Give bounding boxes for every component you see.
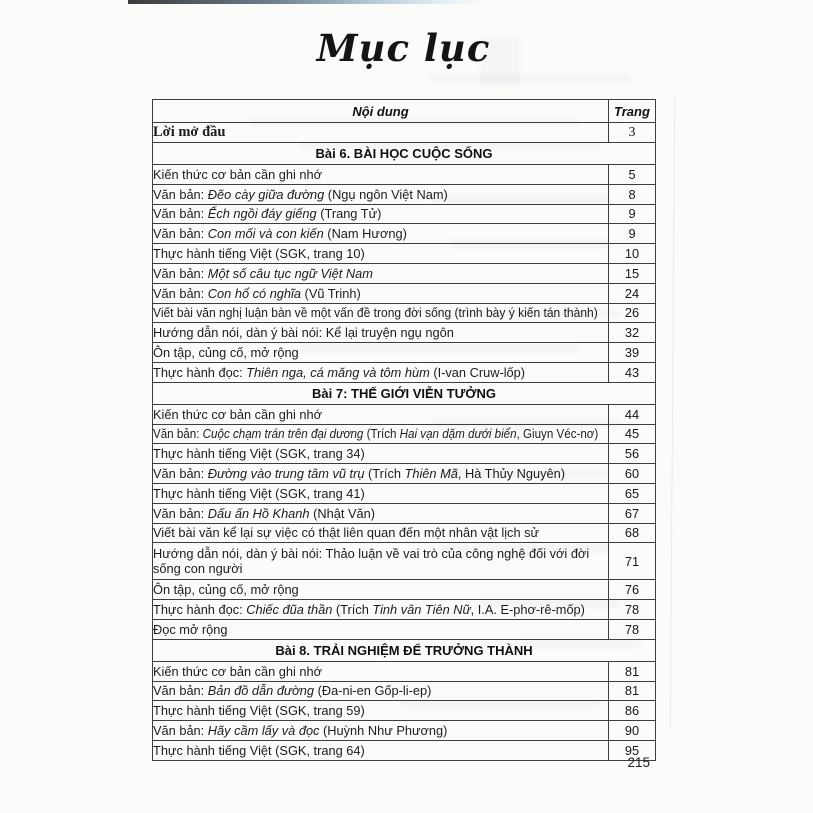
toc-section-row — [153, 143, 656, 165]
page-title: Mục lục — [316, 26, 491, 70]
toc-table-body — [153, 123, 656, 761]
toc-entry-page: 8 — [609, 184, 656, 204]
toc-entry-text: Văn bản: Hãy cầm lấy và đọc (Huỳnh Như Phương) — [153, 723, 448, 739]
toc-entry-page: 78 — [609, 619, 656, 639]
toc-item-row — [153, 464, 656, 484]
toc-entry-page: 71 — [609, 543, 656, 580]
toc-entry-text: Văn bản: Dấu ấn Hồ Khanh (Nhật Văn) — [153, 505, 375, 521]
toc-item-row — [153, 244, 656, 264]
toc-entry-text: Văn bản: Đẽo cày giữa đường (Ngụ ngôn Việt Nam) — [153, 186, 448, 202]
toc-header-content: Nội dung — [153, 100, 609, 123]
toc-entry-page: 44 — [609, 404, 656, 424]
toc-entry-text: Văn bản: Con mối và con kiến (Nam Hương) — [153, 226, 407, 242]
toc-entry-text: Thực hành tiếng Việt (SGK, trang 41) — [153, 485, 365, 501]
toc-item-row — [153, 424, 656, 444]
toc-item-row — [153, 681, 656, 701]
scan-top-edge-shadow — [128, 0, 484, 4]
toc-entry-page: 9 — [609, 224, 656, 244]
toc-item-row — [153, 523, 656, 543]
toc-section-row — [153, 382, 656, 404]
toc-entry-page: 5 — [609, 165, 656, 185]
toc-entry-page: 81 — [609, 681, 656, 701]
toc-entry-page: 76 — [609, 580, 656, 600]
toc-section-label: Bài 8. TRẢI NGHIỆM ĐỂ TRƯỞNG THÀNH — [153, 639, 656, 661]
toc-entry-page: 78 — [609, 600, 656, 620]
toc-item-row — [153, 701, 656, 721]
toc-item-row — [153, 224, 656, 244]
toc-entry-text: Thực hành đọc: Chiếc đũa thần (Trích Tinh vân Tiên Nữ, I.A. E-phơ-rê-mốp) — [153, 602, 585, 618]
toc-item-row — [153, 483, 656, 503]
toc-entry-text: Thực hành tiếng Việt (SGK, trang 64) — [153, 742, 365, 758]
toc-item-row — [153, 503, 656, 523]
toc-entry-page: 3 — [609, 123, 656, 143]
toc-item-row — [153, 600, 656, 620]
toc-section-label: Bài 7: THẾ GIỚI VIỄN TƯỞNG — [153, 382, 656, 404]
toc-item-row — [153, 263, 656, 283]
toc-entry-text: Đọc mở rộng — [153, 621, 228, 637]
toc-item-row — [153, 184, 656, 204]
toc-entry-page: 86 — [609, 701, 656, 721]
toc-entry-page: 65 — [609, 483, 656, 503]
toc-entry-page: 32 — [609, 323, 656, 343]
toc-item-row — [153, 283, 656, 303]
toc-entry-text: Kiến thức cơ bản cần ghi nhớ — [153, 166, 323, 182]
toc-entry-page: 90 — [609, 721, 656, 741]
toc-item-row — [153, 343, 656, 363]
toc-entry-page: 26 — [609, 303, 656, 323]
toc-item-row — [153, 165, 656, 185]
toc-entry-text: Văn bản: Cuộc chạm trán trên đại dương (Trích Hai vạn dặm dưới biển, Giuyn Véc-nơ) — [153, 426, 599, 442]
toc-item-row — [153, 444, 656, 464]
toc-entry-page: 24 — [609, 283, 656, 303]
toc-item-row — [153, 580, 656, 600]
toc-entry-text: Văn bản: Một số câu tục ngữ Việt Nam — [153, 265, 373, 281]
page-fold-line — [670, 95, 675, 730]
toc-entry-text: Viết bài văn nghị luận bàn về một vấn đề trong đời sống (trình bày ý kiến tán thành) — [153, 305, 598, 321]
toc-entry-page: 15 — [609, 263, 656, 283]
toc-item-row — [153, 404, 656, 424]
toc-item-row — [153, 661, 656, 681]
toc-entry-page: 39 — [609, 343, 656, 363]
toc-entry-page: 10 — [609, 244, 656, 264]
toc-entry-text: Thực hành đọc: Thiên nga, cá măng và tôm hùm (I-van Cruw-lốp) — [153, 364, 526, 380]
toc-entry-text: Văn bản: Bản đồ dẫn đường (Đa-ni-en Gốp-li-ep) — [153, 683, 432, 699]
toc-entry-text: Văn bản: Đường vào trung tâm vũ trụ (Trích Thiên Mã, Hà Thủy Nguyên) — [153, 466, 566, 482]
toc-entry-page: 81 — [609, 661, 656, 681]
toc-entry-text: Kiến thức cơ bản cần ghi nhớ — [153, 663, 323, 679]
toc-item-row — [153, 323, 656, 343]
toc-header-page: Trang — [609, 100, 656, 123]
toc-entry-text: Hướng dẫn nói, dàn ý bài nói: Thảo luận về vai trò của công nghệ đối với đời sống con người — [153, 545, 590, 577]
toc-entry-text: Ôn tập, củng cố, mở rộng — [153, 345, 299, 361]
toc-entry-text: Ôn tập, củng cố, mở rộng — [153, 582, 299, 598]
footer-page-number: 215 — [627, 755, 650, 770]
toc-entry-page: 45 — [609, 424, 656, 444]
toc-entry-text: Văn bản: Con hổ có nghĩa (Vũ Trinh) — [153, 285, 361, 301]
toc-item-row — [153, 362, 656, 382]
toc-item-row — [153, 204, 656, 224]
toc-item-row — [153, 303, 656, 323]
toc-entry-page: 67 — [609, 503, 656, 523]
toc-table — [152, 99, 656, 761]
toc-entry-text: Thực hành tiếng Việt (SGK, trang 34) — [153, 446, 365, 462]
toc-entry-page: 43 — [609, 362, 656, 382]
toc-section-label: Bài 6. BÀI HỌC CUỘC SỐNG — [153, 143, 656, 165]
toc-item-row — [153, 619, 656, 639]
toc-entry-page: 56 — [609, 444, 656, 464]
toc-item-row — [153, 543, 656, 580]
toc-entry-page: 60 — [609, 464, 656, 484]
toc-item-row — [153, 721, 656, 741]
toc-entry-text: Kiến thức cơ bản cần ghi nhớ — [153, 406, 323, 422]
toc-section-row — [153, 639, 656, 661]
toc-entry-text: Hướng dẫn nói, dàn ý bài nói: Kể lại truyện ngụ ngôn — [153, 325, 454, 341]
toc-entry-page: 68 — [609, 523, 656, 543]
toc-entry-text: Văn bản: Ếch ngồi đáy giếng (Trang Tử) — [153, 206, 382, 222]
toc-entry-page: 9 — [609, 204, 656, 224]
toc-header-row — [153, 100, 656, 123]
toc-entry-text: Lời mở đầu — [153, 124, 226, 140]
toc-intro-row — [153, 123, 656, 143]
toc-entry-text: Thực hành tiếng Việt (SGK, trang 10) — [153, 246, 365, 262]
toc-entry-text: Viết bài văn kể lại sự việc có thật liên quan đến một nhân vật lịch sử — [153, 525, 540, 541]
toc-entry-text: Thực hành tiếng Việt (SGK, trang 59) — [153, 703, 365, 719]
bleed-through-artifact — [430, 75, 630, 82]
toc-entry-page: 95 — [609, 740, 656, 760]
